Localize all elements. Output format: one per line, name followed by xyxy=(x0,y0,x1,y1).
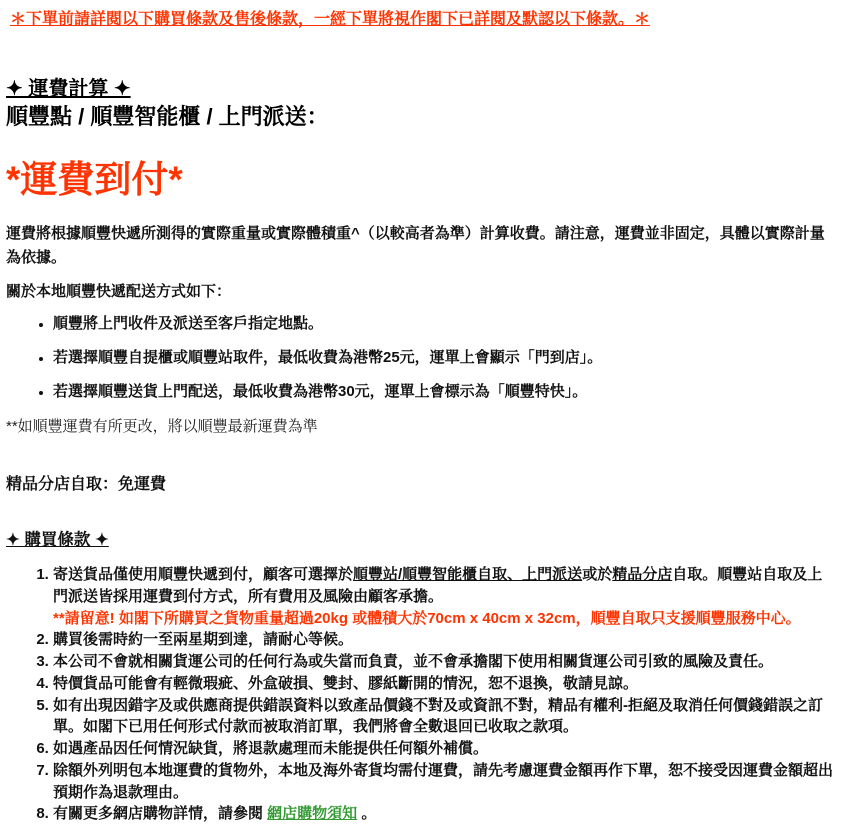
shipping-methods-subheading: 順豐點 / 順豐智能櫃 / 上門派送： xyxy=(6,104,329,130)
shipping-fee-intro: 運費將根據順豐快遞所測得的實際重量或實際體積重^（以較高者為準）計算收費。請注意，運費並非固定，具體以實際計量為依據。 xyxy=(6,225,825,267)
delivery-method-item: • 若選擇順豐自提櫃或順豐站取件，最低收費為港幣25元，運單上會顯示「門到店」。 xyxy=(53,349,835,367)
purchase-term-item-2: 2. 購買後需時約一至兩星期到達，請耐心等候。 xyxy=(53,629,835,651)
shipping-calculation-heading: ✦ 運費計算 ✦ xyxy=(6,78,131,101)
delivery-method-item: • 若選擇順豐送貨上門配送，最低收費為港幣30元，運單上會標示為「順豐特快」。 xyxy=(53,383,835,401)
fee-change-note: **如順豐運費有所更改，將以順豐最新運費為準 xyxy=(6,418,318,436)
purchase-term-item-1 xyxy=(53,564,835,629)
purchase-term-item-4: 4. 特價貨品可能會有輕微瑕疵、外盒破損、雙封、膠紙斷開的情況，恕不退換，敬請見諒。 xyxy=(53,673,835,695)
term-underlined-store: 精品分店 xyxy=(612,566,673,584)
store-shopping-info-link[interactable]: 網店購物須知 xyxy=(267,805,358,823)
purchase-terms-heading: ✦ 購買條款 ✦ xyxy=(6,531,109,550)
purchase-term-item-7: 7. 除額外列明包本地運費的貨物外，本地及海外寄貨均需付運費，請先考慮運費金額再作下單，恕不接受因運費金額超出預期作為退款理由。 xyxy=(53,760,835,804)
purchase-term-item-5: 5. 如有出現因錯字及或供應商提供錯誤資料以致產品價錢不對及或資訊不對，精品有權利-拒絕及取消任何價錢錯誤之訂單。如閣下已用任何形式付款而被取消訂單，我們將會全數退回已收取之款項。 xyxy=(53,695,835,739)
delivery-methods-list xyxy=(6,315,835,401)
term-text: 或於 xyxy=(582,566,613,584)
sf-size-limit-warning: **請留意! 如閣下所購買之貨物重量超過20kg 或體積大於70cm x 40cm x 32cm，順豐自取只支援順豐服務中心。 xyxy=(53,609,801,627)
purchase-terms-list xyxy=(6,564,835,825)
freight-collect-banner: *運費到付* xyxy=(6,158,183,200)
purchase-term-item-8 xyxy=(53,803,835,825)
purchase-term-item-6: 6. 如遇產品因任何情況缺貨，將退款處理而未能提供任何額外補償。 xyxy=(53,738,835,760)
purchase-term-item-3: 3. 本公司不會就相關貨運公司的任何行為或失當而負責，並不會承擔閣下使用相關貨運公司引致的風險及責任。 xyxy=(53,651,835,673)
term-text: 寄送貨品僅使用順豐快遞到付，顧客可選擇於 xyxy=(53,566,354,584)
delivery-methods-label: 關於本地順豐快遞配送方式如下： xyxy=(6,283,232,301)
delivery-method-item: • 順豐將上門收件及派送至客戶指定地點。 xyxy=(53,315,835,333)
term-text: 自取。順豐站自取及上門派送皆採用運費到付方式，所有費用及風險由顧客承擔。 xyxy=(53,566,823,605)
pre-order-notice: ＊下單前請詳閱以下購買條款及售後條款，一經下單將視作閣下已詳閱及默認以下條款。＊ xyxy=(10,11,651,28)
term-text: 。 xyxy=(357,805,377,823)
term-underlined-options: 順豐站/順豐智能櫃自取、上門派送 xyxy=(353,566,583,584)
term-text: 有關更多網店購物詳情，請參閱 xyxy=(53,805,268,823)
store-pickup-free-note: 精品分店自取：免運費 xyxy=(6,476,167,494)
